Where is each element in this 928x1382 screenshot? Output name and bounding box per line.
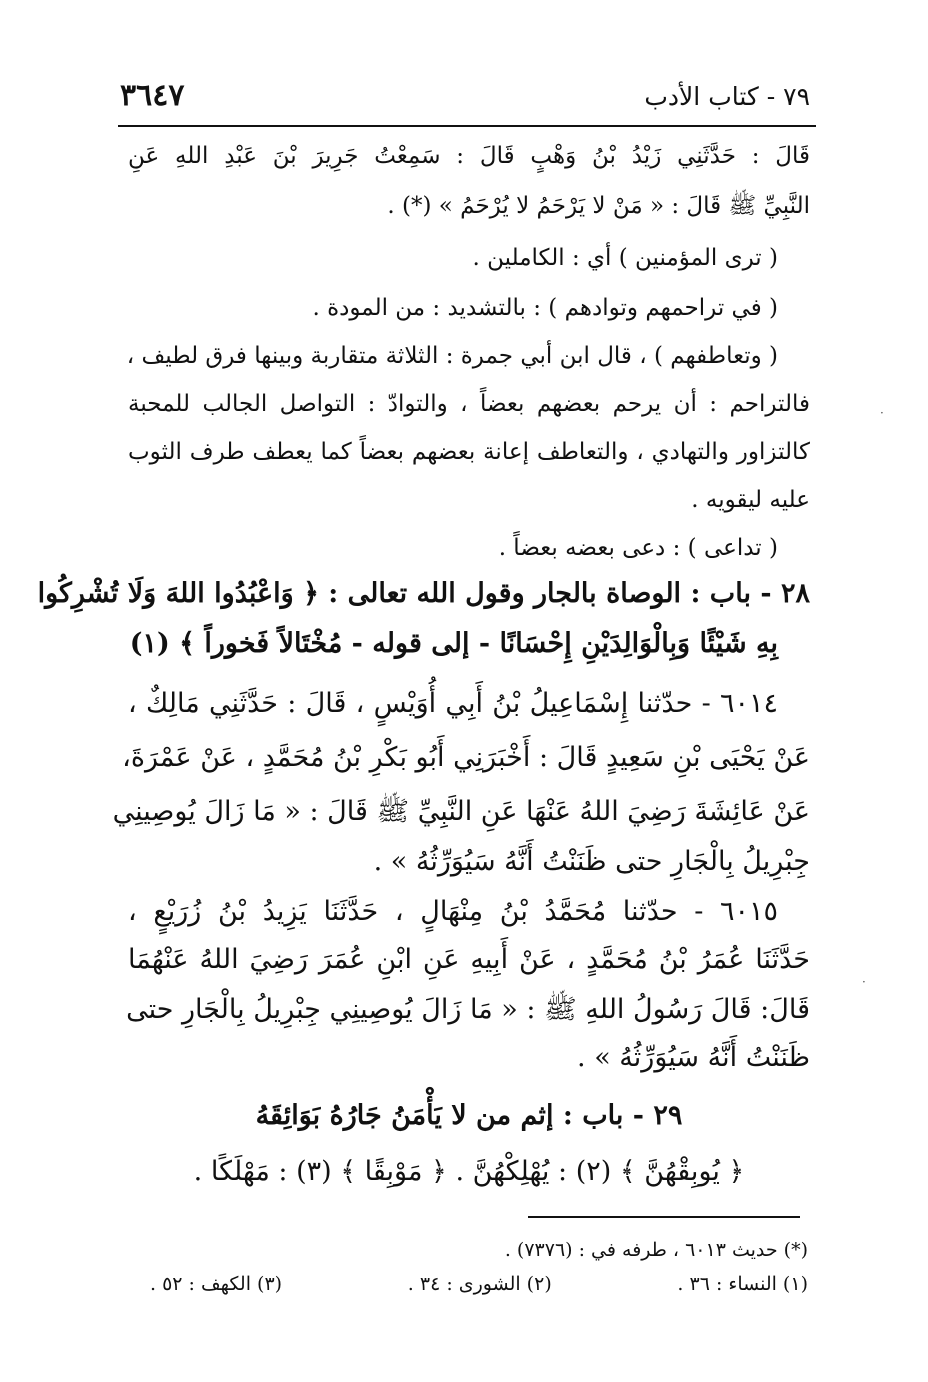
margin-mark: · [880, 406, 884, 420]
gloss-line: فالتراحم : أن يرحم بعضهم بعضاً ، والتوادّ : التواصل الجالب للمحبة [128, 391, 810, 417]
gloss-line: ( تداعى ) : دعى بعضه بعضاً . [498, 535, 778, 561]
footnote-divider [528, 1216, 800, 1218]
page-header [120, 78, 810, 122]
hadith-6015-line: قَالَ: قَالَ رَسُولُ اللهِ ﷺ : « مَا زَالَ يُوصِينِي جِبْرِيلُ بِالْجَارِ حتى [126, 994, 810, 1025]
hadith-6014-line: عَنْ عَائِشَةَ رَضِيَ اللهُ عَنْهَا عَنِ النَّبِيِّ ﷺ قَالَ : « مَا زَالَ يُوصِينِي [112, 796, 810, 827]
chapter-heading-29: ٢٩ - باب : إثم من لا يَأْمَنُ جَارُهُ بَوَائِقَهُ [255, 1100, 683, 1131]
gloss-line: عليه ليقويه . [691, 487, 810, 513]
hadith-6014-line: عَنْ يَحْيَى بْنِ سَعِيدٍ قَالَ : أَخْبَرَنِي أَبُو بَكْرِ بْنُ مُحَمَّدٍ ، عَنْ عَمْرَةَ، [122, 742, 810, 773]
footnote-star: (*) حديث ٦٠١٣ ، طرفه في : (٧٣٧٦) . [504, 1239, 808, 1261]
text-line: قَالَ : حَدَّثَنِي زَيْدُ بْنُ وَهْبٍ قَالَ : سَمِعْتُ جَرِيرَ بْنَ عَبْدِ اللهِ عَنِ [128, 143, 810, 169]
hadith-6014-line: جِبْرِيلُ بِالْجَارِ حتى ظَنَنْتُ أَنَّهُ سَيُوَرِّثُهُ » . [373, 846, 810, 877]
gloss-line: ( في تراحمهم وتوادهم ) : بالتشديد : من المودة . [312, 295, 778, 321]
chapter-29-gloss: ﴿ يُوبِقْهُنَّ ﴾ (٢) : يُهْلِكْهُنَّ . ﴿ مَوْبِقًا ﴾ (٣) : مَهْلَكًا . [193, 1156, 745, 1187]
chapter-title: ٧٩ - كتاب الأدب [644, 82, 810, 111]
text-line: النَّبِيِّ ﷺ قَالَ : « مَنْ لا يَرْحَمُ لا يُرْحَمُ » (*) . [387, 193, 810, 219]
header-divider [118, 125, 816, 127]
hadith-6015-line: ٦٠١٥ - حدّثنا مُحَمَّدُ بْنُ مِنْهَالٍ ، حَدَّثَنَا يَزِيدُ بْنُ زُرَيْعٍ ، [128, 896, 778, 927]
hadith-6014-line: ٦٠١٤ - حدّثنا إِسْمَاعِيلُ بْنُ أَبِي أُوَيْسٍ ، قَالَ : حَدَّثَنِي مَالِكٌ ، [128, 688, 778, 719]
gloss-line: كالتزاور والتهادي ، والتعاطف إعانة بعضهم بعضاً كما يعطف طرف الثوب [128, 439, 810, 465]
footnote-1: (١) النساء : ٣٦ . [677, 1273, 808, 1295]
footnote-2: (٢) الشورى : ٣٤ . [407, 1273, 552, 1295]
gloss-line: ( وتعاطفهم ) ، قال ابن أبي جمرة : الثلاثة متقاربة وبينها فرق لطيف ، [126, 343, 778, 369]
footnote-row [150, 1270, 808, 1298]
gloss-line: ( ترى المؤمنين ) أي : الكاملين . [472, 245, 778, 271]
hadith-6015-line: ظَنَنْتُ أَنَّهُ سَيُوَرِّثُهُ » . [577, 1042, 810, 1073]
margin-mark: · [862, 975, 866, 989]
chapter-heading-28: ٢٨ - باب : الوصاة بالجار وقول الله تعالى : ﴿ وَاعْبُدُوا اللهَ وَلَا تُشْرِكُوا [37, 578, 810, 609]
footnote-3: (٣) الكهف : ٥٢ . [150, 1273, 283, 1295]
chapter-heading-28-cont: بِهِ شَيْئًا وَبِالْوَالِدَيْنِ إِحْسَانًا - إلى قوله - مُخْتَالاً فَخوراً ﴾ (١) [129, 628, 778, 659]
page-number: ٣٦٤٧ [120, 78, 185, 113]
hadith-6015-line: حَدَّثَنَا عُمَرُ بْنُ مُحَمَّدٍ ، عَنْ أَبِيهِ عَنِ ابْنِ عُمَرَ رَضِيَ اللهُ عَنْهُمَا [128, 944, 810, 975]
